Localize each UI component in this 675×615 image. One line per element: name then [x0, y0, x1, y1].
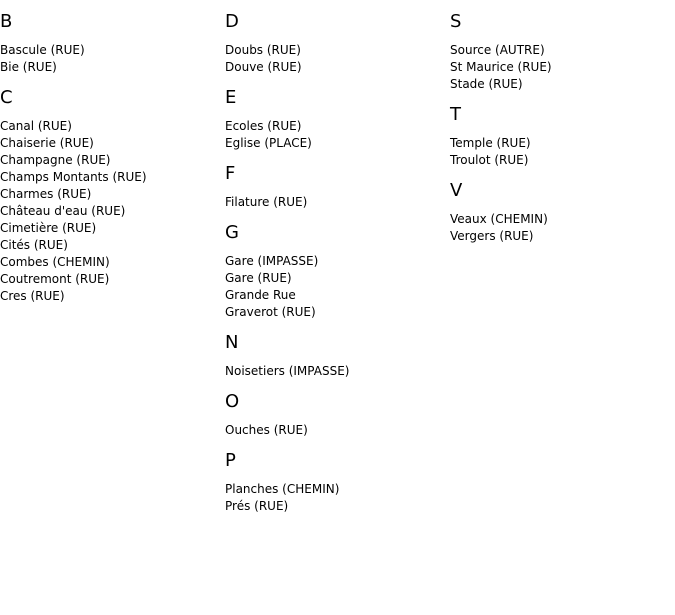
letter-section	[225, 222, 445, 321]
letter-heading: C	[0, 87, 13, 108]
street-link[interactable]: Temple (RUE)	[450, 136, 531, 150]
letter-heading: S	[450, 11, 462, 32]
street-link[interactable]: Stade (RUE)	[450, 77, 523, 91]
street-list	[0, 42, 220, 76]
street-link[interactable]: Chaiserie (RUE)	[0, 136, 94, 150]
street-link[interactable]: Ecoles (RUE)	[225, 119, 302, 133]
street-list	[225, 481, 445, 515]
letter-section	[0, 11, 220, 76]
letter-section	[225, 87, 445, 152]
street-link[interactable]: Ouches (RUE)	[225, 423, 308, 437]
street-link[interactable]: Canal (RUE)	[0, 119, 72, 133]
letter-heading: F	[225, 163, 236, 184]
street-index-column-3	[450, 0, 670, 255]
street-list	[225, 194, 445, 211]
street-link[interactable]: Noisetiers (IMPASSE)	[225, 364, 350, 378]
street-link[interactable]: Graverot (RUE)	[225, 305, 316, 319]
street-link[interactable]: Doubs (RUE)	[225, 43, 301, 57]
street-link[interactable]: Filature (RUE)	[225, 195, 308, 209]
letter-heading: B	[0, 11, 13, 32]
street-link[interactable]: Vergers (RUE)	[450, 229, 534, 243]
street-link[interactable]: Champagne (RUE)	[0, 153, 111, 167]
letter-section	[450, 11, 670, 93]
letter-heading: E	[225, 87, 237, 108]
letter-section	[450, 104, 670, 169]
street-list	[450, 42, 670, 93]
street-link[interactable]: Troulot (RUE)	[450, 153, 529, 167]
letter-heading: T	[450, 104, 461, 125]
street-link[interactable]: Château d'eau (RUE)	[0, 204, 126, 218]
street-link[interactable]: Source (AUTRE)	[450, 43, 545, 57]
letter-section	[225, 450, 445, 515]
letter-heading: N	[225, 332, 239, 353]
street-list	[225, 118, 445, 152]
street-link[interactable]: Planches (CHEMIN)	[225, 482, 340, 496]
letter-heading: D	[225, 11, 239, 32]
street-link[interactable]: Veaux (CHEMIN)	[450, 212, 548, 226]
street-list	[225, 253, 445, 321]
street-link[interactable]: Charmes (RUE)	[0, 187, 92, 201]
street-link[interactable]: Bie (RUE)	[0, 60, 57, 74]
street-link[interactable]: Gare (RUE)	[225, 271, 292, 285]
street-link[interactable]: Eglise (PLACE)	[225, 136, 312, 150]
street-list	[450, 211, 670, 245]
street-link[interactable]: Prés (RUE)	[225, 499, 289, 513]
letter-section	[0, 87, 220, 305]
letter-heading: O	[225, 391, 240, 412]
letter-heading: G	[225, 222, 239, 243]
street-link[interactable]: Cités (RUE)	[0, 238, 68, 252]
letter-section	[225, 332, 445, 380]
street-link[interactable]: Coutremont (RUE)	[0, 272, 110, 286]
street-link[interactable]: Champs Montants (RUE)	[0, 170, 147, 184]
street-index-column-2	[225, 0, 445, 525]
street-link[interactable]: Cimetière (RUE)	[0, 221, 97, 235]
street-list	[450, 135, 670, 169]
street-link[interactable]: Combes (CHEMIN)	[0, 255, 110, 269]
street-link[interactable]: Gare (IMPASSE)	[225, 254, 319, 268]
street-index-column-1	[0, 0, 220, 315]
letter-section	[450, 180, 670, 245]
letter-section	[225, 163, 445, 211]
street-list	[0, 118, 220, 305]
street-list	[225, 422, 445, 439]
letter-section	[225, 11, 445, 76]
street-link[interactable]: St Maurice (RUE)	[450, 60, 552, 74]
street-list	[225, 363, 445, 380]
street-list	[225, 42, 445, 76]
letter-heading: V	[450, 180, 463, 201]
street-link[interactable]: Douve (RUE)	[225, 60, 302, 74]
street-link[interactable]: Bascule (RUE)	[0, 43, 85, 57]
letter-heading: P	[225, 450, 236, 471]
street-link[interactable]: Grande Rue	[225, 288, 296, 302]
letter-section	[225, 391, 445, 439]
street-link[interactable]: Cres (RUE)	[0, 289, 65, 303]
